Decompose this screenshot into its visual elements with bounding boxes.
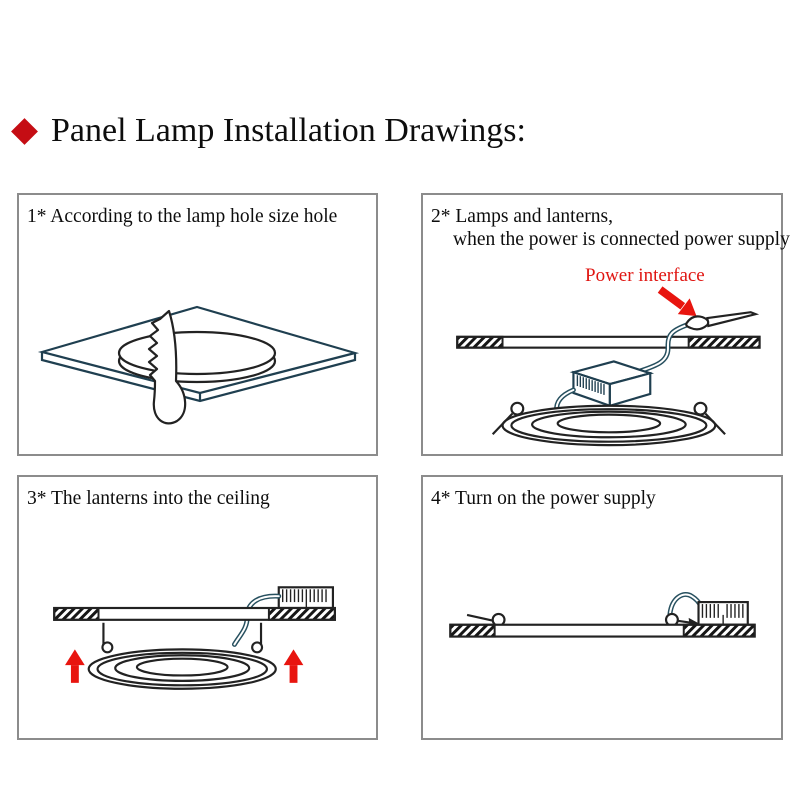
step-1-caption: 1* According to the lamp hole size hole [27,206,338,227]
led-driver-box [699,602,748,625]
ceiling-hatch-left [54,608,98,620]
step-4-caption: 4* Turn on the power supply [431,488,656,509]
red-pointer-arrow-icon [660,290,696,317]
led-driver-box [279,587,333,608]
panel-lamp [503,406,716,445]
spring-clip-right [252,623,262,653]
led-driver-box [573,361,650,405]
ceiling-hatch-right [689,337,760,348]
page-header [10,112,526,150]
driver-wire [670,594,701,613]
page-title: Panel Lamp Installation Drawings: [51,112,526,149]
step-2-panel [421,193,790,456]
hole-edge [119,332,275,374]
ceiling-hatch-right [269,608,335,620]
ceiling-hatch-left [450,625,494,637]
ceiling-hatch-left [457,337,502,348]
step-4-panel [421,475,783,740]
power-connector [686,316,708,329]
step-3-caption: 3* The lanterns into the ceiling [27,488,270,509]
step-2-caption-line-1: 2* Lamps and lanterns, [431,206,613,227]
ceiling-hatch-right [684,625,755,637]
installed-flush-illustration [423,477,781,738]
panel-lamp [89,649,276,688]
spring-clip-left [102,623,112,653]
step-2-caption [431,205,790,251]
power-cord-tail [707,312,755,326]
push-up-arrow-left-icon [65,649,85,682]
red-diamond-icon [11,118,38,145]
push-up-arrow-right-icon [284,649,304,682]
hole-cutting-illustration [19,195,376,454]
push-into-ceiling-illustration [19,477,376,738]
power-interface-label: Power interface [585,265,705,286]
step-3-panel [17,475,378,740]
step-1-panel [17,193,378,456]
step-2-caption-line-2: when the power is connected power supply [453,229,790,250]
